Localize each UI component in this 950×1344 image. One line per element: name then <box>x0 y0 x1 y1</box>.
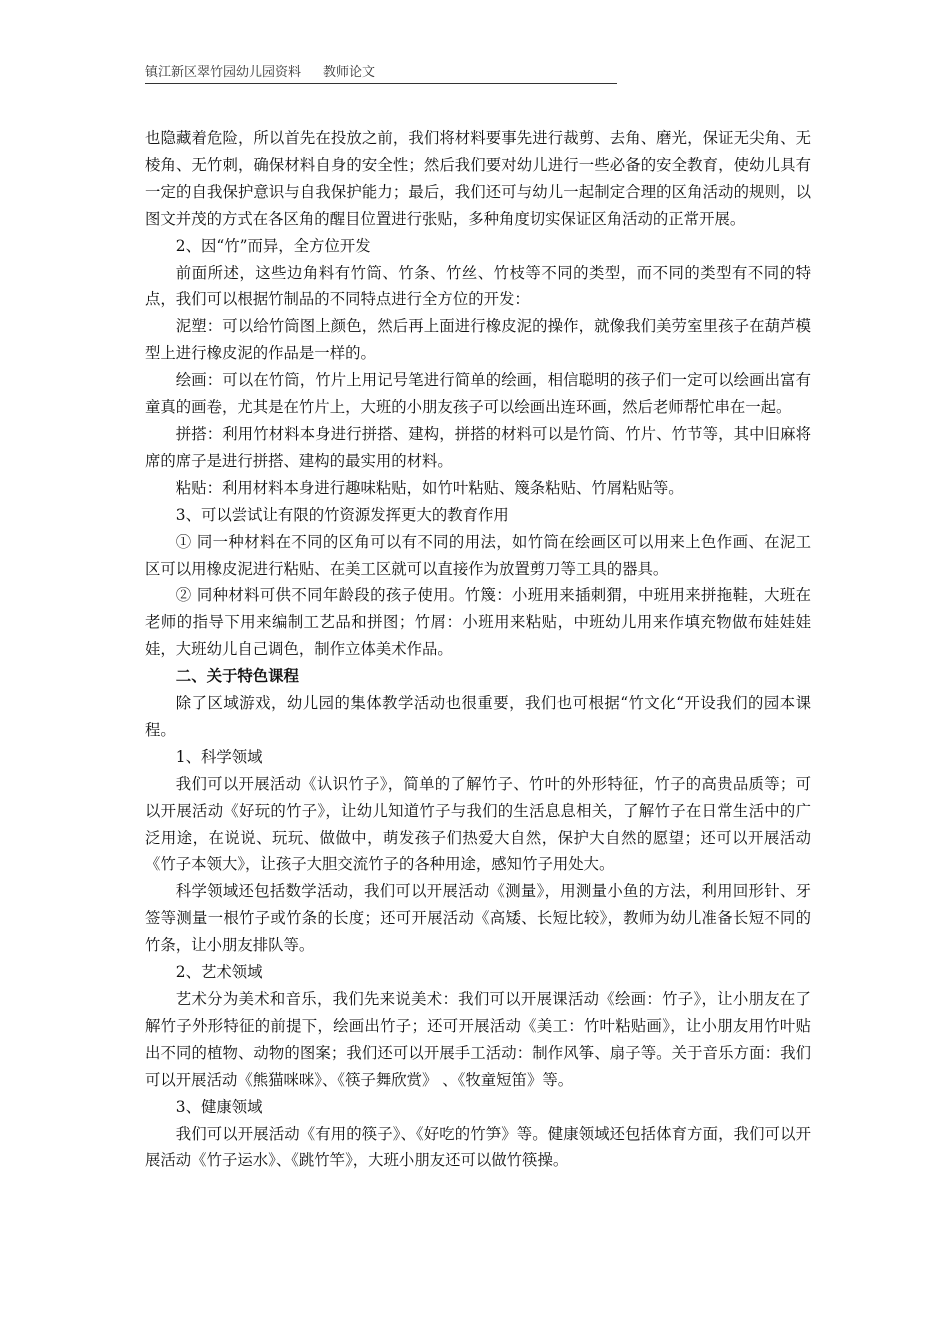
paragraph: 粘贴：利用材料本身进行趣味粘贴，如竹叶粘贴、篾条粘贴、竹屑粘贴等。 <box>175 478 684 497</box>
page-header <box>145 64 617 84</box>
document-body <box>145 125 811 1174</box>
subheading: 1、科学领域 <box>175 747 263 766</box>
paragraph: 前面所述，这些边角料有竹筒、竹条、竹丝、竹枝等不同的类型，而不同的类型有不同的特点，我们可以根据竹制品的不同特点进行全方位的开发： <box>145 263 811 309</box>
section-heading: 二、关于特色课程 <box>175 667 299 686</box>
paragraph: 我们可以开展活动《认识竹子》，简单的了解竹子、竹叶的外形特征，竹子的高贵品质等；可以开展活动《好玩的竹子》，让幼儿知道竹子与我们的生活息息相关，了解竹子在日常生活中的广泛用途，在说说、玩玩、做做中，萌发孩子们热爱大自然，保护大自然的愿望；还可以开展活动《竹子本领大》，让孩子大胆交流竹子的各种用途，感知竹子用处大。 <box>145 774 811 874</box>
subheading: 3、可以尝试让有限的竹资源发挥更大的教育作用 <box>175 505 509 524</box>
paragraph: 绘画：可以在竹筒，竹片上用记号笔进行简单的绘画，相信聪明的孩子们一定可以绘画出富有童真的画卷，尤其是在竹片上，大班的小朋友孩子可以绘画出连环画，然后老师帮忙串在一起。 <box>145 371 811 417</box>
paragraph: 我们可以开展活动《有用的筷子》、《好吃的竹笋》等。健康领域还包括体育方面，我们可以开展活动《竹子运水》、《跳竹竿》，大班小朋友还可以做竹筷操。 <box>145 1124 811 1170</box>
paragraph: 科学领域还包括数学活动，我们可以开展活动《测量》，用测量小鱼的方法，利用回形针、牙签等测量一根竹子或竹条的长度；还可开展活动《高矮、长短比较》，教师为幼儿准备长短不同的竹条，让小朋友排队等。 <box>145 882 811 955</box>
paragraph: 也隐藏着危险，所以首先在投放之前，我们将材料要事先进行裁剪、去角、磨光，保证无尖角、无棱角、无竹刺，确保材料自身的安全性；然后我们要对幼儿进行一些必备的安全教育，使幼儿具有一定的自我保护意识与自我保护能力；最后，我们还可与幼儿一起制定合理的区角活动的规则，以图文并茂的方式在各区角的醒目位置进行张贴，多种角度切实保证区角活动的正常开展。 <box>145 129 811 228</box>
subheading: 2、因“竹”而异，全方位开发 <box>175 236 371 255</box>
subheading: 2、艺术领域 <box>175 963 263 982</box>
paragraph: 泥塑：可以给竹筒图上颜色，然后再上面进行橡皮泥的操作，就像我们美劳室里孩子在葫芦模型上进行橡皮泥的作品是一样的。 <box>145 317 811 363</box>
list-item: ① 同一种材料在不同的区角可以有不同的用法，如竹筒在绘画区可以用来上色作画、在泥工区可以用橡皮泥进行粘贴、在美工区就可以直接作为放置剪刀等工具的器具。 <box>145 532 811 578</box>
subheading: 3、健康领域 <box>175 1097 263 1116</box>
list-item: ② 同种材料可供不同年龄段的孩子使用。竹篾：小班用来插刺猬，中班用来拼拖鞋，大班在老师的指导下用来编制工艺品和拼图；竹屑：小班用来粘贴，中班幼儿用来作填充物做布娃娃娃娃，大班幼儿自己调色，制作立体美术作品。 <box>145 586 811 659</box>
header-org: 镇江新区翠竹园幼儿园资料 <box>145 65 302 80</box>
paragraph: 艺术分为美术和音乐，我们先来说美术：我们可以开展课活动《绘画：竹子》，让小朋友在了解竹子外形特征的前提下，绘画出竹子；还可开展活动《美工：竹叶粘贴画》，让小朋友用竹叶贴出不同的植物、动物的图案；我们还可以开展手工活动：制作风筝、扇子等。关于音乐方面：我们可以开展活动《熊猫咪咪》、《筷子舞欣赏》 、《牧童短笛》等。 <box>145 990 811 1089</box>
paragraph: 拼搭：利用竹材料本身进行拼搭、建构，拼搭的材料可以是竹筒、竹片、竹节等，其中旧麻将席的席子是进行拼搭、建构的最实用的材料。 <box>145 424 811 470</box>
paragraph: 除了区域游戏，幼儿园的集体教学活动也很重要，我们也可根据“竹文化“开设我们的园本课程。 <box>145 694 811 739</box>
header-category: 教师论文 <box>323 65 376 80</box>
